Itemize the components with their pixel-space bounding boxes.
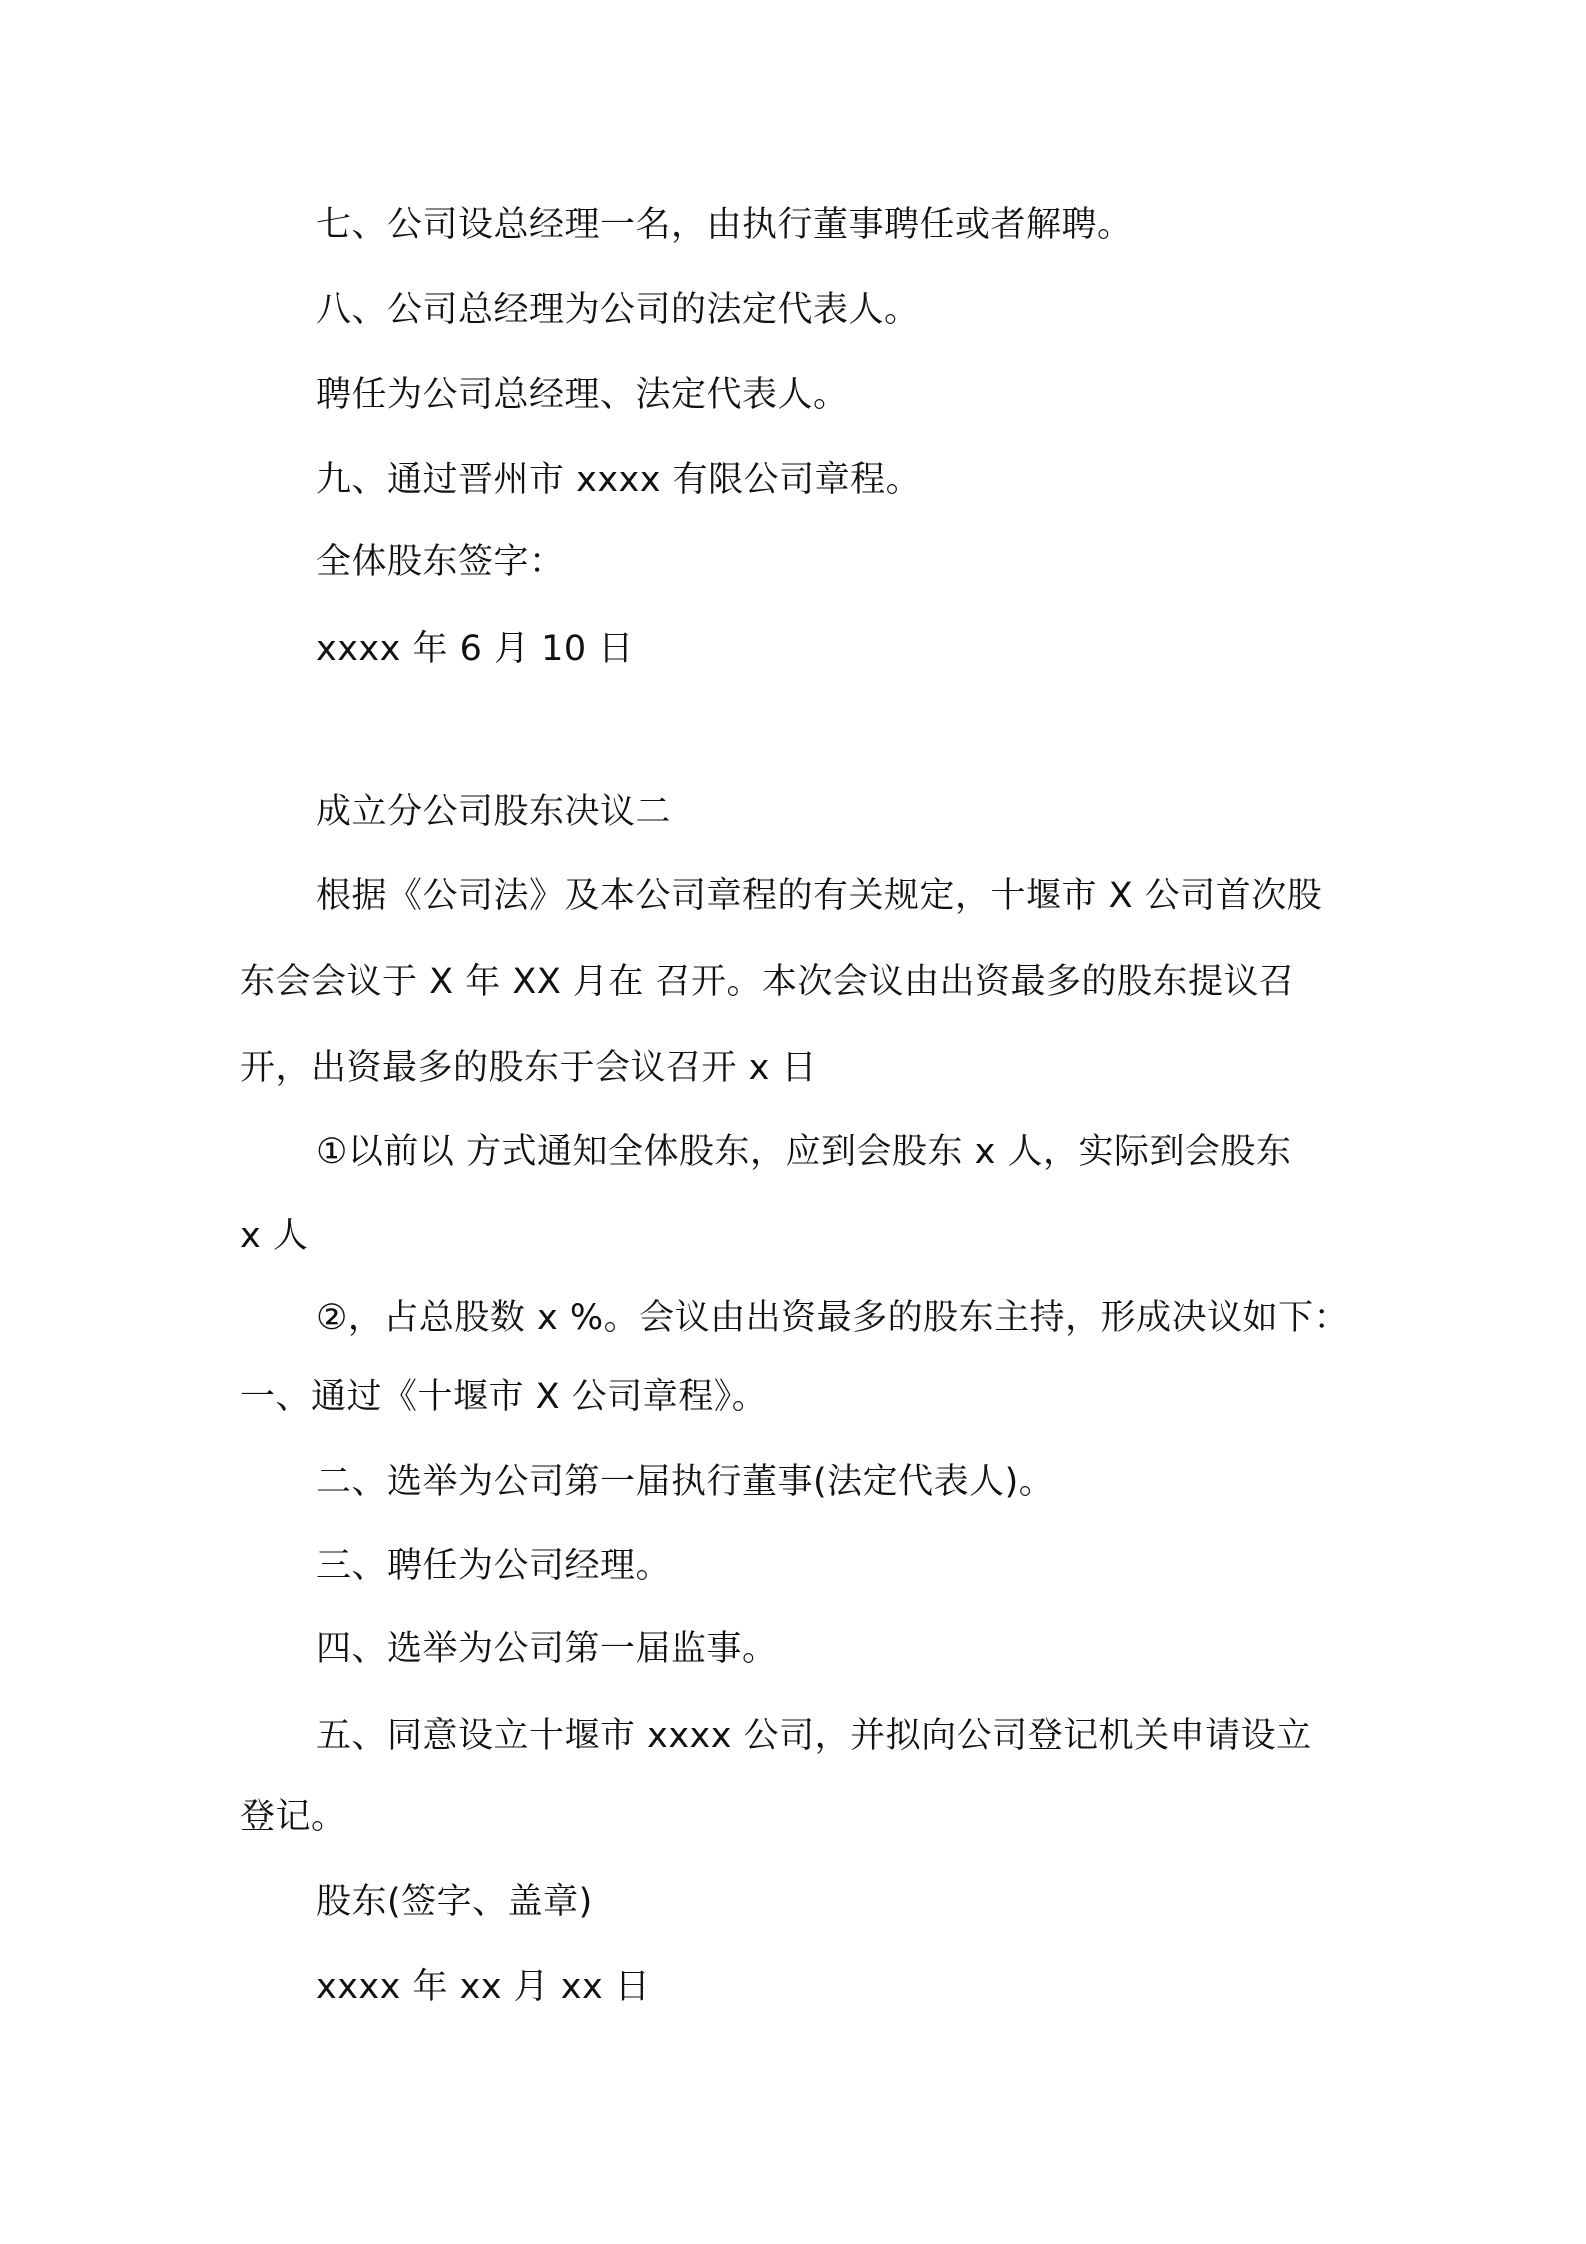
signature-line-1: 全体股东签字： — [316, 542, 565, 582]
date-line-2: xxxx 年 xx 月 xx 日 — [316, 1967, 651, 2007]
item-9: 九、通过晋州市 xxxx 有限公司章程。 — [316, 460, 922, 500]
para1-line1: 根据《公司法》及本公司章程的有关规定，十堰市 X 公司首次股 — [316, 876, 1323, 916]
date-line-1: xxxx 年 6 月 10 日 — [316, 629, 634, 669]
resolution-item-5-line2: 登记。 — [240, 1797, 347, 1837]
resolution-item-2: 二、选举为公司第一届执行董事(法定代表人)。 — [316, 1462, 1055, 1502]
resolution-item-1: 一、通过《十堰市 X 公司章程》。 — [240, 1377, 768, 1417]
signature-line-2: 股东(签字、盖章) — [316, 1882, 593, 1922]
item-8: 八、公司总经理为公司的法定代表人。 — [316, 290, 920, 330]
para1-line2: 东会会议于 X 年 XX 月在 召开。本次会议由出资最多的股东提议召 — [240, 962, 1295, 1002]
appoint-line: 聘任为公司总经理、法定代表人。 — [316, 375, 849, 415]
para1-line3: 开，出资最多的股东于会议召开 x 日 — [240, 1048, 817, 1088]
resolution-item-3: 三、聘任为公司经理。 — [316, 1546, 672, 1586]
resolution-item-5-line1: 五、同意设立十堰市 xxxx 公司，并拟向公司登记机关申请设立 — [316, 1716, 1312, 1756]
section-title: 成立分公司股东决议二 — [316, 792, 672, 832]
para2-line2: x 人 — [240, 1216, 309, 1256]
para3-line1: ②，占总股数 x %。会议由出资最多的股东主持，形成决议如下： — [316, 1298, 1350, 1338]
item-7: 七、公司设总经理一名，由执行董事聘任或者解聘。 — [316, 205, 1133, 245]
resolution-item-4: 四、选举为公司第一届监事。 — [316, 1629, 778, 1669]
para2-line1: ①以前以 方式通知全体股东，应到会股东 x 人，实际到会股东 — [316, 1132, 1292, 1172]
